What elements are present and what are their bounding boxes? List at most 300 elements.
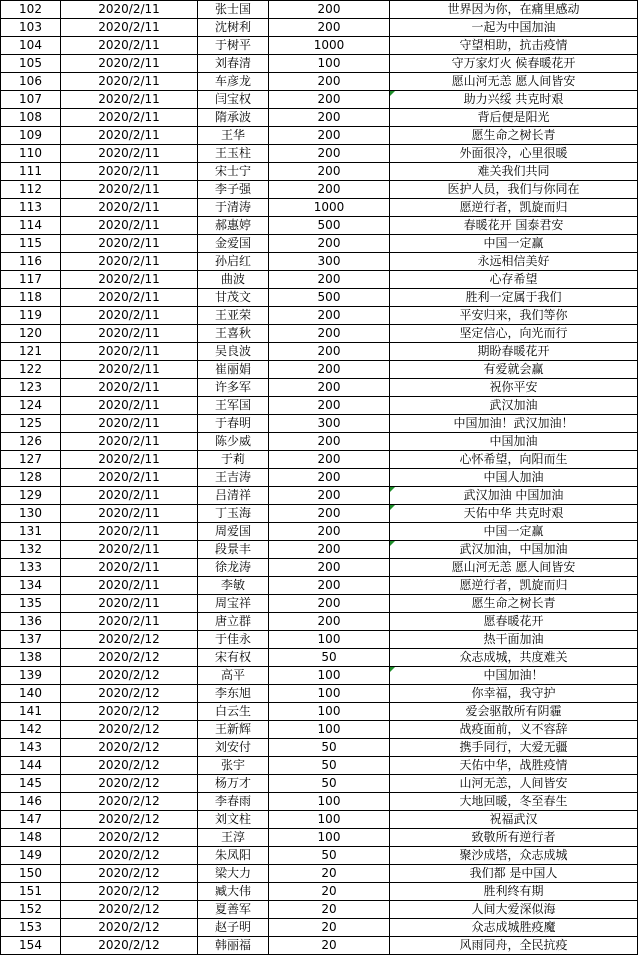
donor-name-cell[interactable]: 朱凤阳 <box>198 847 269 865</box>
message-cell[interactable]: 期盼春暖花开 <box>390 343 638 361</box>
date-cell[interactable]: 2020/2/11 <box>61 73 198 91</box>
table-row <box>1 523 638 541</box>
donor-name-cell[interactable]: 刘春清 <box>198 55 269 73</box>
table-row <box>1 937 638 955</box>
message-cell[interactable]: 心存希望 <box>390 271 638 289</box>
row-number-cell[interactable]: 115 <box>1 235 61 253</box>
amount-cell[interactable]: 200 <box>269 163 390 181</box>
row-number-cell[interactable]: 109 <box>1 127 61 145</box>
table-row <box>1 415 638 433</box>
donor-name-cell[interactable]: 段景丰 <box>198 541 269 559</box>
date-cell[interactable]: 2020/2/11 <box>61 289 198 307</box>
donor-name-cell[interactable]: 夏善军 <box>198 901 269 919</box>
amount-cell[interactable]: 300 <box>269 415 390 433</box>
row-number-cell[interactable]: 149 <box>1 847 61 865</box>
date-cell[interactable]: 2020/2/11 <box>61 37 198 55</box>
message-cell[interactable]: 中国一定赢 <box>390 523 638 541</box>
donor-name-cell[interactable]: 陈少威 <box>198 433 269 451</box>
row-number-cell[interactable]: 120 <box>1 325 61 343</box>
amount-cell[interactable]: 200 <box>269 433 390 451</box>
date-cell[interactable]: 2020/2/12 <box>61 667 198 685</box>
message-cell[interactable]: 山河无恙，人间皆安 <box>390 775 638 793</box>
donor-name-cell[interactable]: 吴良波 <box>198 343 269 361</box>
message-cell[interactable]: 祝福武汉 <box>390 811 638 829</box>
donor-name-cell[interactable]: 李子强 <box>198 181 269 199</box>
row-number-cell[interactable]: 135 <box>1 595 61 613</box>
date-cell[interactable]: 2020/2/12 <box>61 811 198 829</box>
amount-cell[interactable]: 200 <box>269 523 390 541</box>
donor-name-cell[interactable]: 于佳永 <box>198 631 269 649</box>
message-cell[interactable]: 心怀希望，向阳而生 <box>390 451 638 469</box>
donor-name-cell[interactable]: 周爱国 <box>198 523 269 541</box>
amount-cell[interactable]: 100 <box>269 685 390 703</box>
row-number-cell[interactable]: 119 <box>1 307 61 325</box>
donor-name-cell[interactable]: 宋有权 <box>198 649 269 667</box>
message-cell[interactable]: 你幸福，我守护 <box>390 685 638 703</box>
amount-cell[interactable]: 200 <box>269 1 390 19</box>
date-cell[interactable]: 2020/2/11 <box>61 253 198 271</box>
message-cell[interactable]: 武汉加油 <box>390 397 638 415</box>
message-cell[interactable]: 人间大爱深似海 <box>390 901 638 919</box>
date-cell[interactable]: 2020/2/12 <box>61 739 198 757</box>
date-cell[interactable]: 2020/2/11 <box>61 487 198 505</box>
amount-cell[interactable]: 50 <box>269 847 390 865</box>
date-cell[interactable]: 2020/2/12 <box>61 883 198 901</box>
donor-name-cell[interactable]: 王华 <box>198 127 269 145</box>
row-number-cell[interactable]: 113 <box>1 199 61 217</box>
table-row <box>1 559 638 577</box>
donor-name-cell[interactable]: 于莉 <box>198 451 269 469</box>
date-cell[interactable]: 2020/2/11 <box>61 613 198 631</box>
amount-cell[interactable]: 1000 <box>269 37 390 55</box>
date-cell[interactable]: 2020/2/11 <box>61 343 198 361</box>
amount-cell[interactable]: 500 <box>269 217 390 235</box>
amount-cell[interactable]: 20 <box>269 901 390 919</box>
table-row <box>1 163 638 181</box>
amount-cell[interactable]: 100 <box>269 829 390 847</box>
amount-cell[interactable]: 200 <box>269 307 390 325</box>
table-row <box>1 91 638 109</box>
message-cell[interactable]: 愿山河无恙 愿人间皆安 <box>390 73 638 91</box>
row-number-cell[interactable]: 131 <box>1 523 61 541</box>
amount-cell[interactable]: 200 <box>269 127 390 145</box>
message-cell[interactable]: 难关我们共同 <box>390 163 638 181</box>
amount-cell[interactable]: 20 <box>269 883 390 901</box>
donor-name-cell[interactable]: 王亚荣 <box>198 307 269 325</box>
amount-cell[interactable]: 100 <box>269 55 390 73</box>
amount-cell[interactable]: 200 <box>269 541 390 559</box>
table-row <box>1 433 638 451</box>
donor-name-cell[interactable]: 刘安付 <box>198 739 269 757</box>
amount-cell[interactable]: 200 <box>269 397 390 415</box>
date-cell[interactable]: 2020/2/12 <box>61 775 198 793</box>
table-row <box>1 199 638 217</box>
row-number-cell[interactable]: 146 <box>1 793 61 811</box>
message-cell[interactable]: 愿生命之树长青 <box>390 595 638 613</box>
row-number-cell[interactable]: 122 <box>1 361 61 379</box>
amount-cell[interactable]: 100 <box>269 721 390 739</box>
amount-cell[interactable]: 1000 <box>269 199 390 217</box>
message-cell[interactable]: 胜利一定属于我们 <box>390 289 638 307</box>
row-number-cell[interactable]: 134 <box>1 577 61 595</box>
message-cell[interactable]: 守万家灯火 候春暖花开 <box>390 55 638 73</box>
message-cell[interactable]: 我们都 是中国人 <box>390 865 638 883</box>
message-cell[interactable]: 热干面加油 <box>390 631 638 649</box>
row-number-cell[interactable]: 148 <box>1 829 61 847</box>
row-number-cell[interactable]: 138 <box>1 649 61 667</box>
donor-name-cell[interactable]: 曲波 <box>198 271 269 289</box>
amount-cell[interactable]: 200 <box>269 73 390 91</box>
date-cell[interactable]: 2020/2/11 <box>61 595 198 613</box>
message-cell[interactable]: 坚定信心，向光而行 <box>390 325 638 343</box>
table-row <box>1 667 638 685</box>
date-cell[interactable]: 2020/2/12 <box>61 703 198 721</box>
date-cell[interactable]: 2020/2/12 <box>61 901 198 919</box>
row-number-cell[interactable]: 130 <box>1 505 61 523</box>
table-row <box>1 577 638 595</box>
amount-cell[interactable]: 100 <box>269 703 390 721</box>
amount-cell[interactable]: 100 <box>269 667 390 685</box>
table-row <box>1 325 638 343</box>
message-cell[interactable]: 医护人员，我们与你同在 <box>390 181 638 199</box>
amount-cell[interactable]: 200 <box>269 235 390 253</box>
date-cell[interactable]: 2020/2/12 <box>61 847 198 865</box>
row-number-cell[interactable]: 112 <box>1 181 61 199</box>
date-cell[interactable]: 2020/2/11 <box>61 1 198 19</box>
date-cell[interactable]: 2020/2/11 <box>61 217 198 235</box>
amount-cell[interactable]: 200 <box>269 91 390 109</box>
message-cell[interactable]: 外面很冷，心里很暖 <box>390 145 638 163</box>
message-cell[interactable]: 大地回暖，冬至春生 <box>390 793 638 811</box>
amount-cell[interactable]: 200 <box>269 379 390 397</box>
donor-name-cell[interactable]: 许多军 <box>198 379 269 397</box>
row-number-cell[interactable]: 142 <box>1 721 61 739</box>
message-cell[interactable]: 胜利终有期 <box>390 883 638 901</box>
message-cell[interactable]: 战疫面前，义不容辞 <box>390 721 638 739</box>
date-cell[interactable]: 2020/2/11 <box>61 181 198 199</box>
donor-name-cell[interactable]: 于树平 <box>198 37 269 55</box>
row-number-cell[interactable]: 129 <box>1 487 61 505</box>
table-row <box>1 901 638 919</box>
date-cell[interactable]: 2020/2/11 <box>61 379 198 397</box>
row-number-cell[interactable]: 154 <box>1 937 61 955</box>
date-cell[interactable]: 2020/2/11 <box>61 415 198 433</box>
amount-cell[interactable]: 200 <box>269 487 390 505</box>
row-number-cell[interactable]: 106 <box>1 73 61 91</box>
date-cell[interactable]: 2020/2/11 <box>61 127 198 145</box>
date-cell[interactable]: 2020/2/11 <box>61 271 198 289</box>
date-cell[interactable]: 2020/2/11 <box>61 469 198 487</box>
row-number-cell[interactable]: 117 <box>1 271 61 289</box>
amount-cell[interactable]: 200 <box>269 19 390 37</box>
message-cell[interactable]: 愿逆行者，凯旋而归 <box>390 199 638 217</box>
date-cell[interactable]: 2020/2/11 <box>61 451 198 469</box>
row-number-cell[interactable]: 150 <box>1 865 61 883</box>
message-cell[interactable]: 风雨同舟，全民抗疫 <box>390 937 638 955</box>
message-cell[interactable]: 永远相信美好 <box>390 253 638 271</box>
date-cell[interactable]: 2020/2/11 <box>61 505 198 523</box>
message-cell[interactable]: 守望相助，抗击疫情 <box>390 37 638 55</box>
amount-cell[interactable]: 100 <box>269 811 390 829</box>
row-number-cell[interactable]: 136 <box>1 613 61 631</box>
donor-name-cell[interactable]: 徐龙涛 <box>198 559 269 577</box>
table-row <box>1 793 638 811</box>
message-cell[interactable]: 中国加油！ <box>390 667 638 685</box>
amount-cell[interactable]: 200 <box>269 577 390 595</box>
donor-name-cell[interactable]: 车彦龙 <box>198 73 269 91</box>
donor-name-cell[interactable]: 唐立群 <box>198 613 269 631</box>
table-row <box>1 721 638 739</box>
message-cell[interactable]: 中国加油！武汉加油！ <box>390 415 638 433</box>
row-number-cell[interactable]: 103 <box>1 19 61 37</box>
message-cell[interactable]: 有爱就会赢 <box>390 361 638 379</box>
donor-name-cell[interactable]: 王淳 <box>198 829 269 847</box>
date-cell[interactable]: 2020/2/12 <box>61 793 198 811</box>
table-row <box>1 919 638 937</box>
date-cell[interactable]: 2020/2/11 <box>61 361 198 379</box>
row-number-cell[interactable]: 152 <box>1 901 61 919</box>
donor-name-cell[interactable]: 孙启红 <box>198 253 269 271</box>
donor-name-cell[interactable]: 王军国 <box>198 397 269 415</box>
donor-name-cell[interactable]: 甘茂文 <box>198 289 269 307</box>
date-cell[interactable]: 2020/2/11 <box>61 235 198 253</box>
row-number-cell[interactable]: 118 <box>1 289 61 307</box>
row-number-cell[interactable]: 116 <box>1 253 61 271</box>
donor-name-cell[interactable]: 张宇 <box>198 757 269 775</box>
table-row <box>1 487 638 505</box>
amount-cell[interactable]: 200 <box>269 145 390 163</box>
message-cell[interactable]: 愿春暖花开 <box>390 613 638 631</box>
donor-name-cell[interactable]: 王新辉 <box>198 721 269 739</box>
message-cell[interactable]: 春暖花开 国泰君安 <box>390 217 638 235</box>
table-row <box>1 703 638 721</box>
donor-name-cell[interactable]: 白云生 <box>198 703 269 721</box>
table-row <box>1 307 638 325</box>
row-number-cell[interactable]: 137 <box>1 631 61 649</box>
donor-name-cell[interactable]: 吕清祥 <box>198 487 269 505</box>
row-number-cell[interactable]: 104 <box>1 37 61 55</box>
date-cell[interactable]: 2020/2/11 <box>61 559 198 577</box>
row-number-cell[interactable]: 111 <box>1 163 61 181</box>
date-cell[interactable]: 2020/2/12 <box>61 757 198 775</box>
message-cell[interactable]: 中国人加油 <box>390 469 638 487</box>
amount-cell[interactable]: 50 <box>269 775 390 793</box>
date-cell[interactable]: 2020/2/11 <box>61 307 198 325</box>
table-row <box>1 253 638 271</box>
date-cell[interactable]: 2020/2/12 <box>61 685 198 703</box>
donor-name-cell[interactable]: 韩丽福 <box>198 937 269 955</box>
donor-name-cell[interactable]: 闫宝权 <box>198 91 269 109</box>
row-number-cell[interactable]: 151 <box>1 883 61 901</box>
table-row <box>1 685 638 703</box>
date-cell[interactable]: 2020/2/11 <box>61 433 198 451</box>
amount-cell[interactable]: 200 <box>269 469 390 487</box>
row-number-cell[interactable]: 105 <box>1 55 61 73</box>
donor-name-cell[interactable]: 王吉涛 <box>198 469 269 487</box>
row-number-cell[interactable]: 141 <box>1 703 61 721</box>
date-cell[interactable]: 2020/2/12 <box>61 865 198 883</box>
date-cell[interactable]: 2020/2/12 <box>61 631 198 649</box>
message-cell[interactable]: 聚沙成塔，众志成城 <box>390 847 638 865</box>
table-row <box>1 19 638 37</box>
amount-cell[interactable]: 50 <box>269 739 390 757</box>
row-number-cell[interactable]: 133 <box>1 559 61 577</box>
amount-cell[interactable]: 200 <box>269 271 390 289</box>
amount-cell[interactable]: 200 <box>269 451 390 469</box>
table-row <box>1 397 638 415</box>
row-number-cell[interactable]: 140 <box>1 685 61 703</box>
row-number-cell[interactable]: 145 <box>1 775 61 793</box>
row-number-cell[interactable]: 108 <box>1 109 61 127</box>
row-number-cell[interactable]: 110 <box>1 145 61 163</box>
date-cell[interactable]: 2020/2/12 <box>61 829 198 847</box>
donor-name-cell[interactable]: 杨万才 <box>198 775 269 793</box>
donor-name-cell[interactable]: 李东旭 <box>198 685 269 703</box>
date-cell[interactable]: 2020/2/12 <box>61 937 198 955</box>
table-row <box>1 613 638 631</box>
amount-cell[interactable]: 50 <box>269 757 390 775</box>
date-cell[interactable]: 2020/2/11 <box>61 523 198 541</box>
row-number-cell[interactable]: 102 <box>1 1 61 19</box>
donor-name-cell[interactable]: 李敏 <box>198 577 269 595</box>
table-row <box>1 541 638 559</box>
date-cell[interactable]: 2020/2/11 <box>61 163 198 181</box>
message-cell[interactable]: 众志成城胜疫魔 <box>390 919 638 937</box>
message-cell[interactable]: 愿生命之树长青 <box>390 127 638 145</box>
row-number-cell[interactable]: 153 <box>1 919 61 937</box>
amount-cell[interactable]: 200 <box>269 505 390 523</box>
donor-name-cell[interactable]: 张士国 <box>198 1 269 19</box>
row-number-cell[interactable]: 114 <box>1 217 61 235</box>
message-cell[interactable]: 愿逆行者，凯旋而归 <box>390 577 638 595</box>
date-cell[interactable]: 2020/2/12 <box>61 919 198 937</box>
message-cell[interactable]: 携手同行，大爱无疆 <box>390 739 638 757</box>
donor-name-cell[interactable]: 高平 <box>198 667 269 685</box>
message-cell[interactable]: 背后便是阳光 <box>390 109 638 127</box>
row-number-cell[interactable]: 107 <box>1 91 61 109</box>
amount-cell[interactable]: 500 <box>269 289 390 307</box>
donor-name-cell[interactable]: 李春雨 <box>198 793 269 811</box>
table-row <box>1 343 638 361</box>
message-cell[interactable]: 祝你平安 <box>390 379 638 397</box>
date-cell[interactable]: 2020/2/11 <box>61 19 198 37</box>
donor-name-cell[interactable]: 沈树利 <box>198 19 269 37</box>
message-cell[interactable]: 中国一定赢 <box>390 235 638 253</box>
message-cell[interactable]: 助力兴绥 共克时艰 <box>390 91 638 109</box>
donor-name-cell[interactable]: 梁大力 <box>198 865 269 883</box>
message-cell[interactable]: 武汉加油 中国加油 <box>390 487 638 505</box>
date-cell[interactable]: 2020/2/12 <box>61 721 198 739</box>
row-number-cell[interactable]: 123 <box>1 379 61 397</box>
row-number-cell[interactable]: 132 <box>1 541 61 559</box>
date-cell[interactable]: 2020/2/11 <box>61 541 198 559</box>
amount-cell[interactable]: 20 <box>269 919 390 937</box>
message-cell[interactable]: 众志成城，共度难关 <box>390 649 638 667</box>
row-number-cell[interactable]: 139 <box>1 667 61 685</box>
amount-cell[interactable]: 200 <box>269 595 390 613</box>
amount-cell[interactable]: 200 <box>269 109 390 127</box>
donor-name-cell[interactable]: 隋承波 <box>198 109 269 127</box>
message-cell[interactable]: 愿山河无恙 愿人间皆安 <box>390 559 638 577</box>
message-cell[interactable]: 致敬所有逆行者 <box>390 829 638 847</box>
donor-name-cell[interactable]: 金爱国 <box>198 235 269 253</box>
date-cell[interactable]: 2020/2/11 <box>61 145 198 163</box>
amount-cell[interactable]: 50 <box>269 649 390 667</box>
donor-name-cell[interactable]: 王喜秋 <box>198 325 269 343</box>
table-row <box>1 883 638 901</box>
row-number-cell[interactable]: 127 <box>1 451 61 469</box>
table-row <box>1 865 638 883</box>
table-row <box>1 829 638 847</box>
row-number-cell[interactable]: 121 <box>1 343 61 361</box>
message-cell[interactable]: 一起为中国加油 <box>390 19 638 37</box>
table-row <box>1 55 638 73</box>
date-cell[interactable]: 2020/2/11 <box>61 109 198 127</box>
amount-cell[interactable]: 200 <box>269 559 390 577</box>
row-number-cell[interactable]: 144 <box>1 757 61 775</box>
message-cell[interactable]: 爱会驱散所有阴霾 <box>390 703 638 721</box>
donor-name-cell[interactable]: 丁玉海 <box>198 505 269 523</box>
table-row <box>1 289 638 307</box>
amount-cell[interactable]: 200 <box>269 181 390 199</box>
donor-name-cell[interactable]: 于春明 <box>198 415 269 433</box>
date-cell[interactable]: 2020/2/11 <box>61 577 198 595</box>
table-row <box>1 757 638 775</box>
donor-name-cell[interactable]: 于清涛 <box>198 199 269 217</box>
donor-name-cell[interactable]: 郝惠婷 <box>198 217 269 235</box>
date-cell[interactable]: 2020/2/12 <box>61 649 198 667</box>
row-number-cell[interactable]: 124 <box>1 397 61 415</box>
date-cell[interactable]: 2020/2/11 <box>61 91 198 109</box>
date-cell[interactable]: 2020/2/11 <box>61 55 198 73</box>
donor-name-cell[interactable]: 宋士宁 <box>198 163 269 181</box>
amount-cell[interactable]: 100 <box>269 631 390 649</box>
table-row <box>1 361 638 379</box>
donor-name-cell[interactable]: 王玉柱 <box>198 145 269 163</box>
amount-cell[interactable]: 300 <box>269 253 390 271</box>
message-cell[interactable]: 平安归来，我们等你 <box>390 307 638 325</box>
date-cell[interactable]: 2020/2/11 <box>61 397 198 415</box>
donor-name-cell[interactable]: 周宝祥 <box>198 595 269 613</box>
row-number-cell[interactable]: 147 <box>1 811 61 829</box>
donor-name-cell[interactable]: 赵子明 <box>198 919 269 937</box>
message-cell[interactable]: 中国加油 <box>390 433 638 451</box>
table-row <box>1 739 638 757</box>
message-cell[interactable]: 武汉加油，中国加油 <box>390 541 638 559</box>
date-cell[interactable]: 2020/2/11 <box>61 199 198 217</box>
table-row <box>1 631 638 649</box>
amount-cell[interactable]: 100 <box>269 793 390 811</box>
row-number-cell[interactable]: 128 <box>1 469 61 487</box>
donor-name-cell[interactable]: 崔丽娟 <box>198 361 269 379</box>
message-cell[interactable]: 天佑中华，战胜疫情 <box>390 757 638 775</box>
row-number-cell[interactable]: 143 <box>1 739 61 757</box>
donor-name-cell[interactable]: 刘文柱 <box>198 811 269 829</box>
row-number-cell[interactable]: 125 <box>1 415 61 433</box>
amount-cell[interactable]: 20 <box>269 865 390 883</box>
amount-cell[interactable]: 200 <box>269 343 390 361</box>
amount-cell[interactable]: 200 <box>269 613 390 631</box>
amount-cell[interactable]: 20 <box>269 937 390 955</box>
donor-name-cell[interactable]: 臧大伟 <box>198 883 269 901</box>
message-cell[interactable]: 天佑中华 共克时艰 <box>390 505 638 523</box>
date-cell[interactable]: 2020/2/11 <box>61 325 198 343</box>
amount-cell[interactable]: 200 <box>269 361 390 379</box>
table-row <box>1 649 638 667</box>
row-number-cell[interactable]: 126 <box>1 433 61 451</box>
amount-cell[interactable]: 200 <box>269 325 390 343</box>
message-cell[interactable]: 世界因为你，在痛里感动 <box>390 1 638 19</box>
